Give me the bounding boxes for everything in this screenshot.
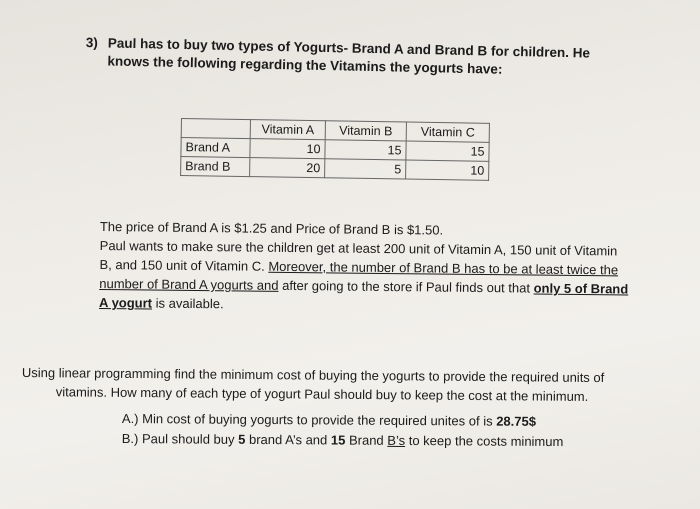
table-header-vitamin-b: Vitamin B: [325, 121, 406, 141]
table-header-empty: [181, 119, 250, 139]
plain-text: is available.: [151, 295, 224, 312]
answer-b-brand: Brand: [345, 432, 388, 448]
bold-underlined-text: A yogurt: [99, 294, 153, 311]
answer-a-value: 28.75$: [496, 413, 537, 429]
cell-vitamin-b: 5: [325, 159, 406, 179]
requirement-line: Paul wants to make sure the children get at least 200 unit of Vitamin A, 150 unit of Vitamin: [99, 237, 618, 259]
plain-text: after going to the store if Paul finds out that: [278, 277, 534, 296]
answer-b-bs: B’s: [387, 432, 406, 448]
task-line-2: vitamins. How many of each type of yogurt Paul should buy to keep the cost at the minimum.: [55, 384, 589, 404]
answer-b-suffix: to keep the costs minimum: [405, 432, 564, 450]
bold-underlined-text: only 5 of Brand: [533, 280, 629, 297]
answer-b-count-b: 15: [330, 432, 346, 448]
task-instructions: [22, 363, 662, 407]
cell-vitamin-b: 15: [325, 140, 406, 160]
table-header-vitamin-c: Vitamin C: [406, 122, 489, 142]
question-text: Paul has to buy two types of Yogurts- Brand A and Brand B for children. He knows the following regarding the Vitamins the yogurts have:: [107, 35, 591, 77]
table-row: [181, 157, 489, 181]
cell-vitamin-a: 10: [250, 139, 325, 159]
problem-paragraph: [99, 217, 660, 318]
answer-b-mid: brand A’s and: [245, 431, 331, 448]
vitamin-table: [180, 118, 490, 181]
answer-a-text: A.) Min cost of buying yogurts to provide the required unites of is: [121, 410, 497, 429]
cell-vitamin-c: 15: [406, 141, 489, 161]
answer-b-count-a: 5: [238, 431, 246, 447]
question-number: 3): [85, 34, 98, 51]
cell-vitamin-a: 20: [250, 158, 325, 178]
task-line-1: Using linear programming find the minimum cost of buying the yogurts to provide the required units of: [21, 364, 605, 386]
answers: [122, 409, 642, 453]
answer-b: [122, 429, 642, 453]
price-line: The price of Brand A is $1.25 and Price of Brand B is $1.50.: [99, 218, 444, 238]
answer-b-text: B.) Paul should buy: [121, 430, 239, 447]
row-label: Brand B: [181, 157, 250, 177]
plain-text: B, and 150 unit of Vitamin C.: [99, 256, 269, 274]
underlined-text: number of Brand A yogurts and: [99, 275, 279, 293]
question-header: [85, 34, 646, 77]
underlined-text: Moreover, the number of Brand B has to be at least twice the: [268, 258, 619, 278]
table-header-vitamin-a: Vitamin A: [250, 120, 325, 140]
row-label: Brand A: [181, 138, 250, 158]
cell-vitamin-c: 10: [406, 160, 489, 180]
